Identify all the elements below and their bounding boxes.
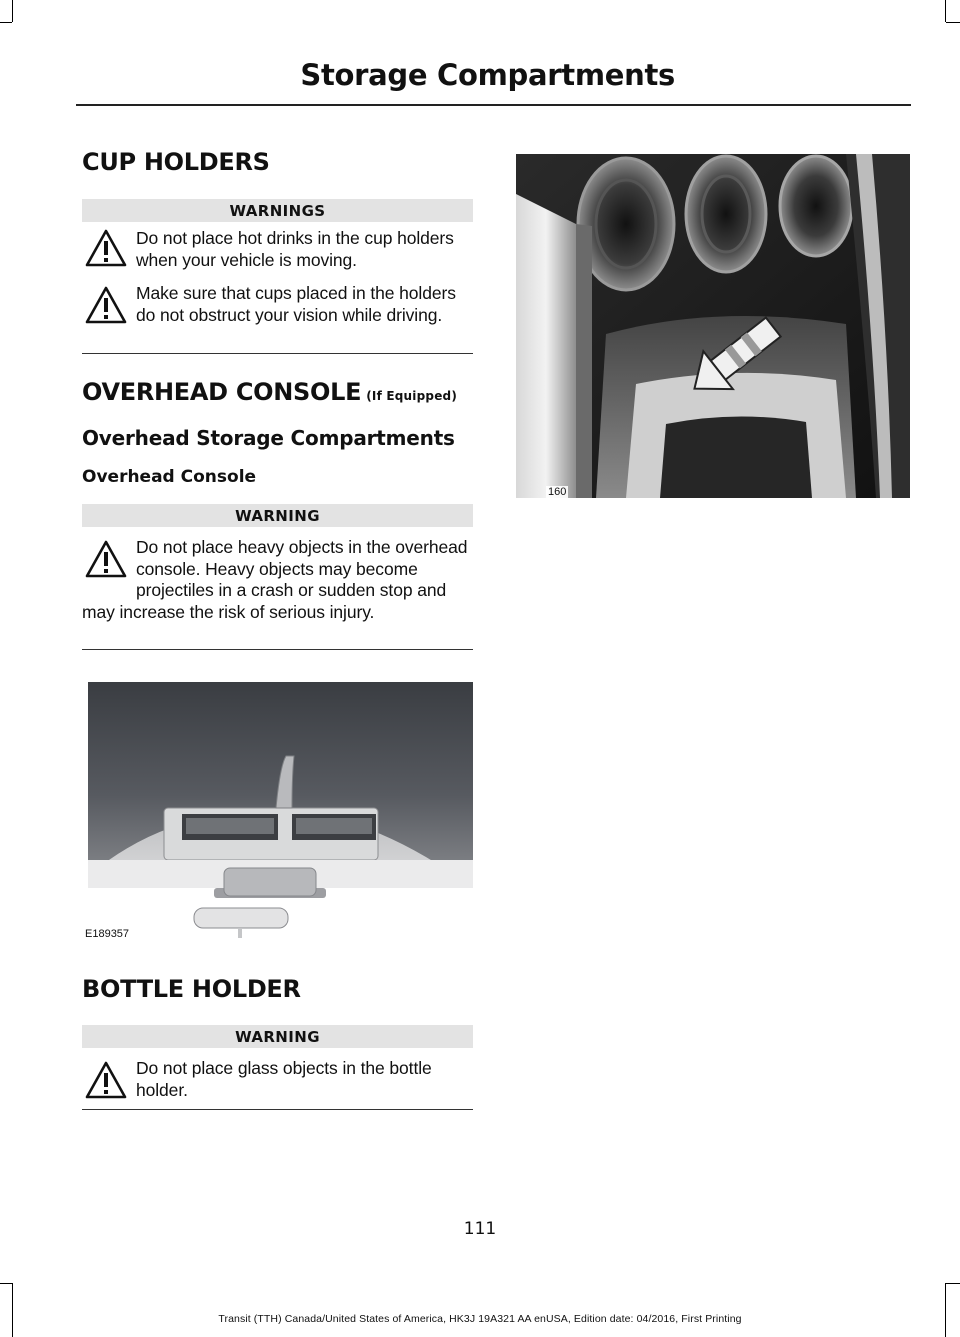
overhead-console-figure-code: E189357 [85, 928, 130, 940]
overhead-console-title: OVERHEAD CONSOLE [82, 378, 362, 406]
bottle-holder-heading: BOTTLE HOLDER [82, 975, 301, 1003]
bottle-holder-warning: Do not place glass objects in the bottle holder. [136, 1058, 432, 1100]
warning-triangle-icon [84, 228, 128, 268]
crop-mark [946, 1283, 960, 1284]
crop-mark [945, 0, 946, 22]
section-divider [82, 353, 473, 354]
header-divider [76, 104, 911, 106]
section-divider [82, 1109, 473, 1110]
cup-holder-figure-code: 160 [548, 486, 567, 498]
overhead-console-warning-bar: WARNING [82, 504, 473, 527]
overhead-console-warning-text: Do not place heavy objects in the overhead console. Heavy objects may become projectiles in a crash or sudden stop and may increase the risk of serious injury. [82, 537, 468, 622]
warning-triangle-icon [84, 285, 128, 325]
cup-holders-warning-1: Do not place hot drinks in the cup holders when your vehicle is moving. [136, 228, 454, 270]
cup-holders-warning-bar: WARNINGS [82, 199, 473, 222]
overhead-storage-subheading: Overhead Storage Compartments [82, 426, 455, 450]
overhead-console-illustration [88, 676, 473, 942]
cup-holders-heading: CUP HOLDERS [82, 148, 270, 176]
crop-mark [945, 1283, 946, 1337]
overhead-console-heading [82, 378, 457, 406]
crop-mark [0, 1283, 12, 1284]
crop-mark [0, 22, 12, 23]
crop-mark [12, 0, 13, 22]
crop-mark [12, 1283, 13, 1337]
page-title: Storage Compartments [300, 58, 675, 92]
cup-holder-illustration [516, 154, 910, 498]
overhead-console-warning [82, 537, 478, 623]
overhead-console-subsubheading: Overhead Console [82, 467, 257, 487]
crop-mark [946, 22, 960, 23]
if-equipped-note: (If Equipped) [366, 389, 458, 403]
cup-holders-warning-2: Make sure that cups placed in the holders do not obstruct your vision while driving. [136, 283, 456, 325]
bottle-holder-warning-bar: WARNING [82, 1025, 473, 1048]
warning-triangle-icon [84, 1060, 128, 1100]
footer-text: Transit (TTH) Canada/United States of America, HK3J 19A321 AA enUSA, Edition date: 04/2016, First Printing [218, 1313, 742, 1325]
page-number: 111 [463, 1219, 497, 1239]
overhead-console-photo [88, 676, 473, 942]
section-divider [82, 649, 473, 650]
cup-holder-photo [516, 154, 910, 498]
